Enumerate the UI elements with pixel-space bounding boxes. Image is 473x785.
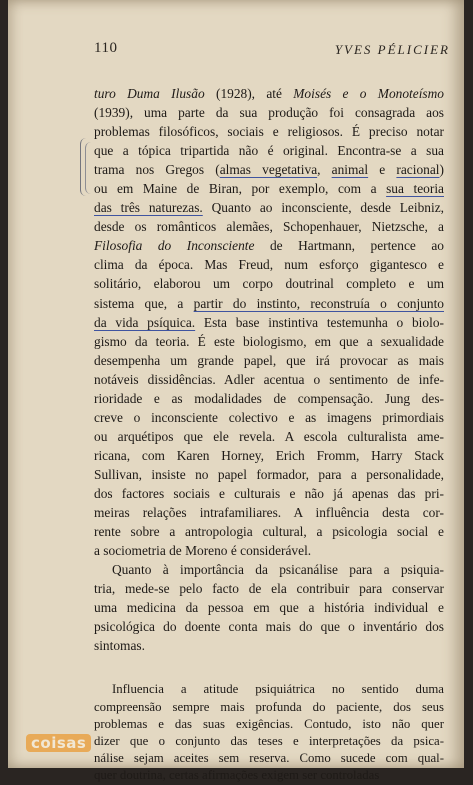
text-run: e: [368, 162, 397, 178]
underlined-text: da vida psíquica.: [94, 314, 196, 330]
paragraph: [94, 84, 444, 560]
text-line: [94, 767, 444, 784]
text-line: [94, 236, 444, 255]
italic-title: Filosofia do Inconsciente: [94, 238, 255, 254]
text-run: dizer que o conjunto das teses e interpretações da psica-: [94, 733, 444, 748]
text-run: meiras relações intrafamiliares. A influência desta cor-: [94, 505, 444, 521]
underlined-text: partir do instinto, reconstruía o conjunto: [193, 295, 444, 311]
underlined-text: animal: [331, 162, 369, 178]
text-run: (1939), uma parte da sua produção foi consagrada aos: [94, 105, 444, 121]
text-line: [94, 427, 444, 446]
text-line: [94, 103, 444, 122]
text-run: creve o inconsciente colectivo e as imagens primordiais: [94, 409, 444, 425]
pencil-margin-mark: [85, 142, 92, 194]
text-line: [94, 370, 444, 389]
text-run: ou arquétipos que ele revela. A escola culturalista ame-: [94, 428, 444, 444]
text-line: [94, 408, 444, 427]
text-run: dos factores sociais e culturais e não já apenas das pri-: [94, 485, 444, 501]
text-run: uma medicina da pessoa em que a história individual e: [94, 600, 444, 616]
text-run: trama nos Gregos (: [94, 162, 220, 178]
paragraph: [94, 560, 444, 655]
text-line: [94, 255, 444, 274]
text-run: ,: [317, 162, 332, 178]
text-line: [94, 579, 444, 598]
text-run: ): [439, 162, 444, 178]
text-run: solitário, elaborou um corpo doutrinal completo e um: [94, 276, 444, 292]
text-line: [94, 617, 444, 636]
text-run: notáveis dissidências. Adler acentua o sentimento de infe-: [94, 371, 444, 387]
text-run: sistema que, a: [94, 295, 194, 311]
page-number: 110: [94, 40, 118, 56]
text-line: [94, 681, 444, 698]
underlined-text: sua teoria: [386, 181, 444, 197]
text-run: Sullivan, insiste no papel formador, para a personalidade,: [94, 466, 444, 482]
text-run: ricana, com Karen Horney, Erich Fromm, Harry Stack: [94, 447, 444, 463]
text-line: [94, 484, 444, 503]
underlined-text: almas vegetativa: [219, 162, 318, 178]
text-run: (1928), até: [204, 86, 294, 101]
text-run: quer doutrina, certas afirmações exigem ser controladas: [94, 768, 380, 783]
text-line: [94, 274, 444, 293]
text-run: de Hartmann, pertence ao: [254, 238, 444, 254]
text-run: Quanto à importância da psicanálise para a psiquia-: [112, 562, 444, 578]
text-run: problemas filosóficos, sociais e religiosos. É preciso notar: [94, 124, 444, 140]
watermark-logo: coisas: [26, 734, 91, 752]
text-run: problemas e das suas exigências. Contudo, isto não quer: [94, 716, 444, 731]
body-text: [94, 84, 444, 785]
text-line: [94, 446, 444, 465]
text-line: [94, 389, 444, 408]
italic-title: turo Duma Ilusão: [94, 86, 205, 101]
section-gap: [94, 655, 444, 681]
text-run: que a tópica tripartida não é original. Encontra-se a sua: [94, 143, 444, 159]
text-line: [94, 217, 444, 236]
book-page: [8, 0, 464, 783]
text-line: [94, 503, 444, 522]
underlined-text: racional: [396, 162, 440, 178]
text-run: compreensão sempre mais profunda do paciente, dos seus: [94, 699, 444, 714]
page-header: [94, 38, 450, 62]
text-run: Influencia a atitude psiquiátrica no sentido duma: [112, 682, 444, 697]
text-line: [94, 733, 444, 750]
text-run: Quanto ao inconsciente, desde Leibniz,: [202, 200, 444, 216]
text-run: ou em Maine de Biran, por exemplo, com a: [94, 181, 387, 197]
text-line: [94, 560, 444, 579]
running-head: YVES PÉLICIER: [334, 42, 450, 57]
text-line: [94, 716, 444, 733]
text-run: clima da época. Mas Freud, num esforço gigantesco e: [94, 257, 444, 273]
text-run: rente sobre a antropologia cultural, a psicologia social e: [94, 524, 444, 540]
underlined-text: das três naturezas.: [94, 200, 203, 216]
text-line: [94, 198, 444, 217]
text-run: rioridade e as modalidades de compensação. Jung des-: [94, 390, 444, 406]
text-line: [94, 598, 444, 617]
text-line: [94, 636, 444, 655]
text-run: nálise sejam aceites sem reserva. Como sucede com qual-: [94, 751, 444, 766]
text-line: [94, 541, 444, 560]
text-line: [94, 332, 444, 351]
text-run: Esta base instintiva testemunha o biolo-: [195, 314, 444, 330]
text-line: [94, 465, 444, 484]
text-line: [94, 313, 444, 332]
text-line: [94, 351, 444, 370]
italic-title: Moisés e o Monoteísmo: [293, 86, 445, 101]
text-line: [94, 179, 444, 198]
text-line: [94, 160, 444, 179]
main-section: [94, 84, 444, 655]
text-line: [94, 750, 444, 767]
second-section: [94, 681, 444, 784]
text-line: [94, 699, 444, 716]
text-run: a sociometria de Moreno é considerável.: [94, 543, 312, 559]
text-run: desde os românticos alemães, Schopenhauer, Nietzsche, a: [94, 219, 444, 235]
text-run: psicológica do doente conta mais do que o inventário dos: [94, 619, 444, 635]
text-line: [94, 84, 444, 103]
text-line: [94, 141, 444, 160]
text-run: gismo da teoria. É este biologismo, em que a sexualidade: [94, 333, 444, 349]
text-line: [94, 122, 444, 141]
text-run: tria, mede-se pelo facto de ela contribuir para conservar: [94, 581, 444, 597]
text-line: [94, 522, 444, 541]
text-run: desempenha um grande papel, que irá provocar as mais: [94, 352, 444, 368]
text-run: sintomas.: [94, 638, 145, 654]
text-line: [94, 294, 444, 313]
